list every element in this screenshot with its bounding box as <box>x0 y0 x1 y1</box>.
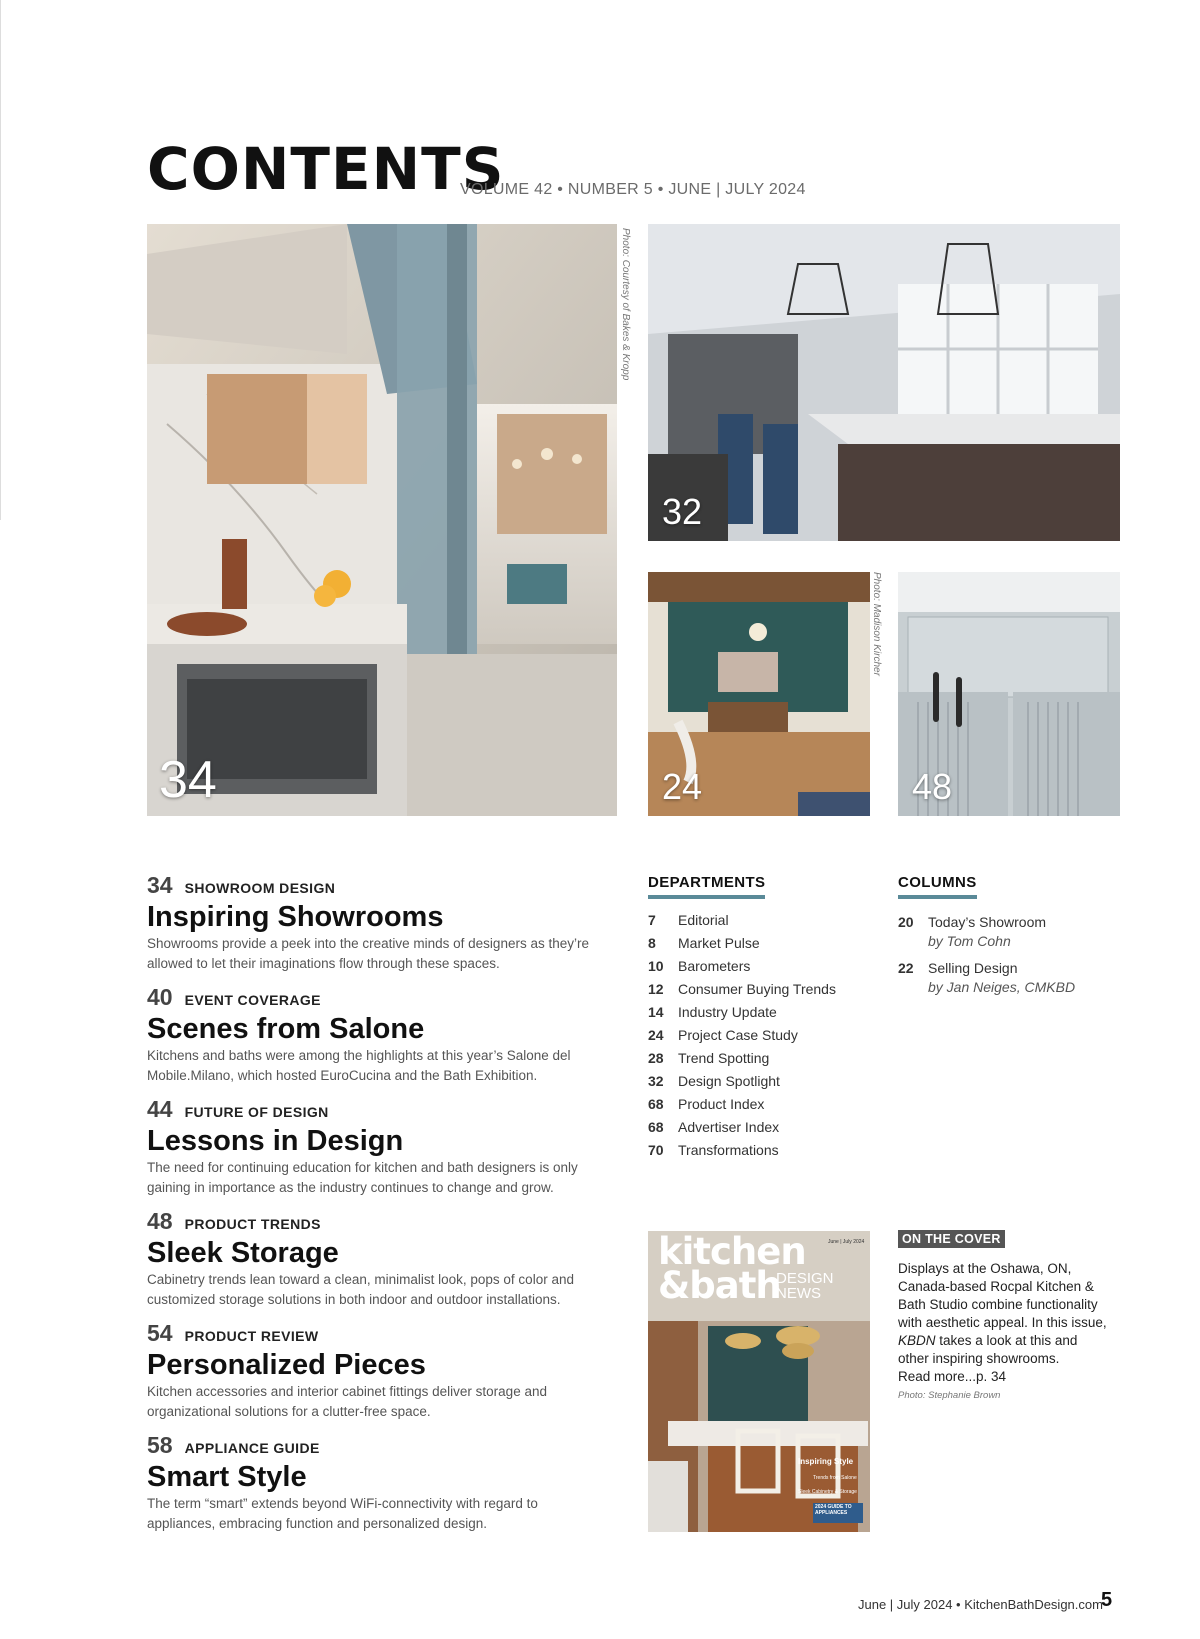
cover-description <box>898 1260 1110 1386</box>
page-number-label: 32 <box>662 491 703 532</box>
feature-item[interactable] <box>147 1432 617 1534</box>
page-number-label: 34 <box>159 751 217 809</box>
department-item[interactable] <box>648 1093 878 1116</box>
department-item[interactable] <box>648 1116 878 1139</box>
cover-photo-credit: Photo: Stephanie Brown <box>898 1390 1001 1401</box>
departments-section <box>648 874 878 1162</box>
feature-item[interactable] <box>147 1320 617 1422</box>
feature-category: EVENT COVERAGE <box>184 992 321 1008</box>
feature-description: Kitchens and baths were among the highlights at this year’s Salone del Mobile.Milano, which hosted EuroCucina and the Bath Exhibition. <box>147 1048 571 1083</box>
cover-label: Sleek Cabinetry & Storage <box>798 1489 857 1495</box>
feature-description: The term “smart” extends beyond WiFi-connectivity with regard to appliances, embracing function and personalized design. <box>147 1496 538 1531</box>
department-label: Consumer Buying Trends <box>678 981 836 997</box>
column-author: by Jan Neiges, CMKBD <box>928 979 1076 995</box>
department-item[interactable] <box>648 955 878 978</box>
feature-page-number: 48 <box>147 1208 173 1234</box>
photo-credit: Photo: Courtesy of Bakes & Kropp <box>620 228 631 381</box>
columns-section <box>898 874 1128 997</box>
department-item[interactable] <box>648 932 878 955</box>
cover-logo-design: DESIGN <box>776 1270 834 1287</box>
column-page-number: 20 <box>898 914 914 930</box>
cover-logo-subtitle <box>776 1271 834 1301</box>
cover-logo-kitchen: kitchen <box>658 1231 806 1273</box>
department-item[interactable] <box>648 909 878 932</box>
department-page-number: 14 <box>648 1004 664 1020</box>
departments-heading: DEPARTMENTS <box>648 874 766 891</box>
photo-project-case-study[interactable] <box>648 572 870 816</box>
feature-title: Inspiring Showrooms <box>147 901 444 933</box>
department-page-number: 24 <box>648 1027 664 1043</box>
department-page-number: 68 <box>648 1119 664 1135</box>
cover-label: 2024 GUIDE TO APPLIANCES <box>815 1504 852 1516</box>
feature-page-number: 58 <box>147 1432 173 1458</box>
department-label: Project Case Study <box>678 1027 798 1043</box>
heading-underline <box>648 895 765 899</box>
feature-description: Kitchen accessories and interior cabinet fittings deliver storage and organizational solutions for a clutter-free space. <box>147 1384 547 1419</box>
department-page-number: 68 <box>648 1096 664 1112</box>
feature-title: Scenes from Salone <box>147 1013 425 1045</box>
photo-showroom-kitchen[interactable] <box>147 224 617 816</box>
feature-title: Smart Style <box>147 1461 307 1493</box>
feature-category: PRODUCT REVIEW <box>184 1328 319 1344</box>
department-page-number: 32 <box>648 1073 664 1089</box>
department-label: Product Index <box>678 1096 765 1112</box>
department-page-number: 8 <box>648 935 656 951</box>
department-item[interactable] <box>648 1070 878 1093</box>
page-number-label: 24 <box>662 766 703 807</box>
feature-title: Lessons in Design <box>147 1125 404 1157</box>
department-item[interactable] <box>648 1047 878 1070</box>
feature-category: SHOWROOM DESIGN <box>184 880 336 896</box>
heading-underline <box>898 895 977 899</box>
read-more-link[interactable]: Read more...p. 34 <box>898 1369 1007 1384</box>
department-item[interactable] <box>648 1139 878 1162</box>
feature-page-number: 44 <box>147 1096 173 1122</box>
department-page-number: 10 <box>648 958 664 974</box>
department-page-number: 12 <box>648 981 664 997</box>
feature-description: Showrooms provide a peek into the creative minds of designers as they’re allowed to let their imaginations flow through these spaces. <box>147 936 589 971</box>
feature-description: Cabinetry trends lean toward a clean, minimalist look, pops of color and customized storage solutions in both indoor and outdoor installations. <box>147 1272 574 1307</box>
feature-category: PRODUCT TRENDS <box>184 1216 321 1232</box>
department-item[interactable] <box>648 1024 878 1047</box>
feature-item[interactable] <box>147 872 617 974</box>
department-page-number: 7 <box>648 912 656 928</box>
department-item[interactable] <box>648 1001 878 1024</box>
cover-text-part: Displays at the Oshawa, ON, Canada-based Rocpal Kitchen & Bath Studio combine functionality with aesthetic appeal. In this issue, <box>898 1261 1107 1330</box>
feature-page-number: 54 <box>147 1320 173 1346</box>
cover-label: Inspiring Style <box>798 1457 854 1466</box>
page-number-label: 48 <box>912 766 953 807</box>
photo-credit: Photo: Madison Kircher <box>871 572 882 676</box>
page-title: CONTENTS <box>147 135 505 203</box>
department-item[interactable] <box>648 978 878 1001</box>
feature-title: Sleek Storage <box>147 1237 339 1269</box>
department-page-number: 70 <box>648 1142 664 1158</box>
columns-heading: COLUMNS <box>898 874 977 891</box>
department-label: Market Pulse <box>678 935 760 951</box>
feature-category: APPLIANCE GUIDE <box>184 1440 320 1456</box>
feature-title: Personalized Pieces <box>147 1349 426 1381</box>
department-label: Design Spotlight <box>678 1073 780 1089</box>
department-label: Transformations <box>678 1142 779 1158</box>
footer-text: June | July 2024 • KitchenBathDesign.com <box>858 1597 1103 1612</box>
feature-description: The need for continuing education for kitchen and bath designers is only gaining in importance as the industry continues to change and grow. <box>147 1160 578 1195</box>
departments-list <box>648 909 878 1162</box>
column-author: by Tom Cohn <box>928 933 1011 949</box>
cover-logo-news: NEWS <box>776 1285 821 1302</box>
on-the-cover-badge: ON THE COVER <box>898 1230 1005 1248</box>
department-label: Industry Update <box>678 1004 777 1020</box>
feature-item[interactable] <box>147 984 617 1086</box>
column-item[interactable] <box>898 959 1128 997</box>
department-page-number: 28 <box>648 1050 664 1066</box>
cover-thumbnail[interactable] <box>648 1231 870 1532</box>
cover-label: Trends from Salone <box>813 1475 857 1481</box>
footer-page-number: 5 <box>1101 1589 1113 1611</box>
feature-page-number: 40 <box>147 984 173 1010</box>
photo-design-spotlight-kitchen[interactable] <box>648 224 1120 541</box>
column-page-number: 22 <box>898 960 914 976</box>
issue-info: VOLUME 42 • NUMBER 5 • JUNE | JULY 2024 <box>460 181 806 198</box>
cover-logo-bath: &bath <box>658 1264 781 1307</box>
cover-text-part: takes a look at this and other inspiring showrooms. <box>898 1333 1078 1366</box>
feature-item[interactable] <box>147 1208 617 1310</box>
department-label: Trend Spotting <box>678 1050 770 1066</box>
feature-item[interactable] <box>147 1096 617 1198</box>
feature-category: FUTURE OF DESIGN <box>184 1104 329 1120</box>
feature-page-number: 34 <box>147 872 173 898</box>
cover-text-emphasis: KBDN <box>898 1333 936 1348</box>
department-label: Advertiser Index <box>678 1119 780 1135</box>
column-label: Today’s Showroom <box>928 914 1047 930</box>
on-the-cover-section <box>898 1230 1110 1401</box>
department-label: Editorial <box>678 912 729 928</box>
photo-sleek-storage-cabinet[interactable] <box>898 572 1120 816</box>
cover-date: June | July 2024 <box>828 1239 865 1245</box>
page-edge-line <box>0 0 1 520</box>
department-label: Barometers <box>678 958 751 974</box>
column-label: Selling Design <box>928 960 1018 976</box>
column-item[interactable] <box>898 913 1128 951</box>
